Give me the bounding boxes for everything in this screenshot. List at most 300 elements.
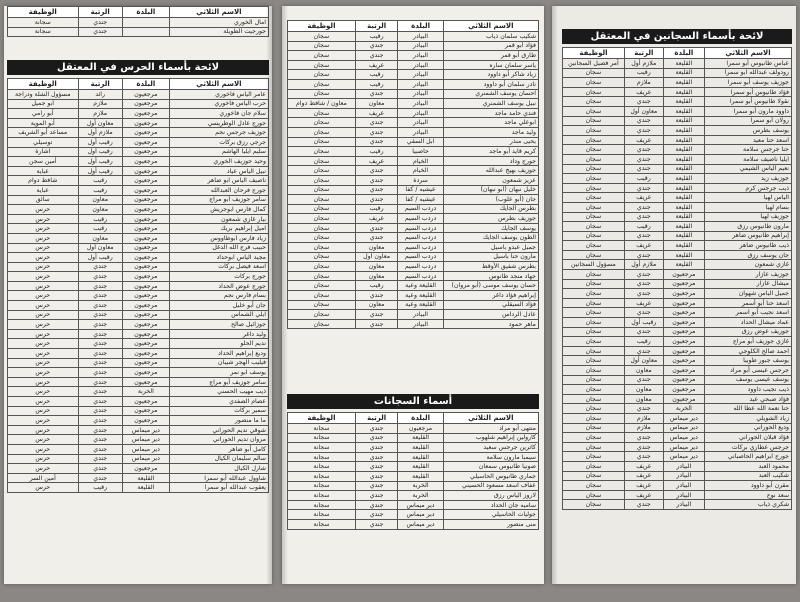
cell-job: سجان xyxy=(563,375,625,385)
cell-name: سمير بركات xyxy=(169,406,268,416)
cell-town: القليعة xyxy=(663,106,704,116)
table-row xyxy=(8,176,269,186)
cell-town: البيادر xyxy=(398,32,443,42)
cell-job: عباية xyxy=(8,185,79,195)
cell-town: مرجعيون xyxy=(122,166,169,176)
cell-town: دردب السيم xyxy=(398,204,443,214)
table-row xyxy=(8,387,269,397)
cell-town: البيادر xyxy=(398,41,443,51)
table-row xyxy=(8,224,269,234)
table-row xyxy=(288,204,539,214)
cell-name: جوزيف بطرس xyxy=(443,214,538,224)
cell-name: سالم سليمان الكيال xyxy=(169,454,268,464)
cell-job: حرس xyxy=(8,205,79,215)
table-row xyxy=(563,471,792,481)
cell-job: حرس xyxy=(8,262,79,272)
table-row xyxy=(8,444,269,454)
cell-rank: رقيب xyxy=(78,214,122,224)
cell-job: سجان xyxy=(563,231,625,241)
cell-town: دير ميماس xyxy=(398,519,443,529)
fold-crease xyxy=(266,6,272,584)
cell-rank: جندي xyxy=(78,435,122,445)
cell-job: أبو جميل xyxy=(8,99,79,109)
cell-rank: معاون xyxy=(78,233,122,243)
table-row xyxy=(8,166,269,176)
table-row xyxy=(288,271,539,281)
cell-job: توسيلي xyxy=(8,137,79,147)
column-header-town: البلدة xyxy=(398,21,443,32)
cell-job: حرس xyxy=(8,233,79,243)
cell-name: سليم ايليا الهاشم xyxy=(169,147,268,157)
panel-middle xyxy=(282,6,544,584)
cell-town: البيادر xyxy=(663,461,704,471)
table-row xyxy=(563,433,792,443)
cell-name: صونيا طانيوس سمعان xyxy=(443,462,538,472)
cell-town: مرجعيون xyxy=(122,358,169,368)
cell-name: لاروز الياس رزق xyxy=(443,491,538,501)
cell-town: القليعة xyxy=(663,126,704,136)
table-row xyxy=(563,490,792,500)
cell-rank: رقيب أول xyxy=(78,166,122,176)
cell-name: ذيب مهيب الحسني xyxy=(169,387,268,397)
cell-name: وليد ماجد xyxy=(443,127,538,137)
cell-job: اشارة xyxy=(8,147,79,157)
cell-job: حرس xyxy=(8,339,79,349)
table-row xyxy=(288,156,539,166)
table-row xyxy=(8,358,269,368)
table-row xyxy=(8,281,269,291)
cell-name: يوسف الجايك xyxy=(443,223,538,233)
table-row xyxy=(563,126,792,136)
table-row xyxy=(288,223,539,233)
cell-job: أمين سجن xyxy=(8,157,79,167)
cell-town: القليعة xyxy=(663,78,704,88)
cell-name: شاوول عبدالله أبو سمرا xyxy=(169,473,268,483)
cell-town: دردب السيم xyxy=(398,223,443,233)
column-header-job: الوظيفة xyxy=(288,413,356,424)
cell-name: جرجي رزق بركات xyxy=(169,137,268,147)
cell-name: إبراهيم طانيوس ضاهر xyxy=(704,231,791,241)
cell-town: دير ميماس xyxy=(398,510,443,520)
cell-job: سائق xyxy=(8,195,79,205)
cell-name: حسان يوسف موسى (أبو مروان) xyxy=(443,281,538,291)
cell-job: مساعد أبو الشريف xyxy=(8,128,79,138)
cell-rank: جندي xyxy=(78,27,122,37)
cell-rank: جندي xyxy=(355,137,398,147)
cell-town: دردب السيم xyxy=(398,271,443,281)
column-header-rank: الرتبة xyxy=(78,7,122,18)
cell-job: شافط دوام xyxy=(8,176,79,186)
cell-job: حرس xyxy=(8,272,79,282)
cell-name: سامر جوزيف أبو مراج xyxy=(169,195,268,205)
cell-town: مرجعيون xyxy=(663,318,704,328)
cell-name: عزيز شمعون xyxy=(443,175,538,185)
cell-town: دير ميماس xyxy=(663,423,704,433)
cell-job: أبو الموية xyxy=(8,118,79,128)
table-row xyxy=(563,481,792,491)
cell-name: بطرس الجايك xyxy=(443,204,538,214)
cell-town: دير ميماس xyxy=(122,444,169,454)
table-row xyxy=(563,394,792,404)
table-row xyxy=(8,397,269,407)
cell-rank: جندي xyxy=(78,464,122,474)
cell-town: دير ميماس xyxy=(122,425,169,435)
cell-name: نعيم الياس الشيمي xyxy=(704,164,791,174)
cell-town: مرجعيون xyxy=(122,291,169,301)
cell-rank: ملازم أول xyxy=(624,59,663,69)
cell-town: عيشيه / كفا xyxy=(398,195,443,205)
cell-name: جان يوسف رزق xyxy=(704,250,791,260)
header-row xyxy=(288,21,539,32)
cell-town: حاصبيا xyxy=(398,147,443,157)
cell-job: حرس xyxy=(8,377,79,387)
table-row xyxy=(563,366,792,376)
table-row xyxy=(563,193,792,203)
cell-rank: جندي xyxy=(78,377,122,387)
cell-rank: جندي xyxy=(624,231,663,241)
cell-name: يعقوب عبدالله أبو سمرا xyxy=(169,483,268,493)
cell-job: سجانة xyxy=(288,491,356,501)
cell-rank: رقيب أول xyxy=(624,318,663,328)
cell-name: جوزيف لهيا xyxy=(704,212,791,222)
cell-rank: جندي xyxy=(624,442,663,452)
cell-name: مارون طانيوس رزق xyxy=(704,222,791,232)
cell-name: سعد نوح xyxy=(704,490,791,500)
cell-job: حرس xyxy=(8,310,79,320)
cell-job: سجان xyxy=(563,346,625,356)
cell-job: سجان xyxy=(288,271,356,281)
cell-rank: جندي xyxy=(355,118,398,128)
cell-rank: جندي xyxy=(624,164,663,174)
table-row xyxy=(8,416,269,426)
table-row xyxy=(288,310,539,320)
table-row xyxy=(288,443,539,453)
table-row xyxy=(8,406,269,416)
column-header-name: الاسم الثلاثي xyxy=(443,21,538,32)
table-row xyxy=(563,231,792,241)
cell-name: فيليب الهجر شيبان xyxy=(169,358,268,368)
cell-name: جورجيت الطويلة xyxy=(169,27,268,37)
cell-name: جميل الياس شهوان xyxy=(704,289,791,299)
cell-job: حرس xyxy=(8,301,79,311)
cell-job: حرس xyxy=(8,435,79,445)
cell-name: جورج عوض الحداد xyxy=(169,281,268,291)
table-row xyxy=(288,500,539,510)
cell-job: معاون / شافط دوام xyxy=(288,99,356,109)
cell-rank: رقيب xyxy=(355,70,398,80)
table-row xyxy=(288,41,539,51)
cell-job: حرس xyxy=(8,253,79,263)
cell-town: البيادر xyxy=(398,79,443,89)
cell-job: سجان xyxy=(563,212,625,222)
cell-rank: رقيب xyxy=(78,224,122,234)
cell-name: شكيب سلمان ذياب xyxy=(443,32,538,42)
cell-rank: جندي xyxy=(78,473,122,483)
table-row xyxy=(563,145,792,155)
cell-job: سجان xyxy=(563,193,625,203)
guards-title: لائحة بأسماء الحرس في المعتقل xyxy=(7,60,269,75)
cell-name: جورج فرحان العبدالله xyxy=(169,185,268,195)
column-header-job: الوظيفة xyxy=(8,7,79,18)
cell-job: سجان xyxy=(288,41,356,51)
cell-name: امال الخوري xyxy=(169,18,268,28)
cell-rank: جندي xyxy=(78,425,122,435)
cell-job: سجان xyxy=(563,337,625,347)
table-row xyxy=(563,318,792,328)
table-row xyxy=(8,205,269,215)
cell-town: مرجعيون xyxy=(663,337,704,347)
table-row xyxy=(563,97,792,107)
cell-rank: رقيب xyxy=(355,204,398,214)
cell-job: سجان xyxy=(563,174,625,184)
cell-rank: جندي xyxy=(355,510,398,520)
cell-rank: معاون أول xyxy=(624,106,663,116)
cell-name: ذيب نجيب داوود xyxy=(704,385,791,395)
cell-job: سجان xyxy=(288,70,356,80)
cell-town: مرجعيون xyxy=(122,157,169,167)
cell-job: سجان xyxy=(563,327,625,337)
cell-rank: رقيب xyxy=(78,185,122,195)
cell-rank: جندي xyxy=(624,183,663,193)
cell-town: القليعة وعية xyxy=(398,281,443,291)
cell-name: حبيب فرج الله الدغل xyxy=(169,243,268,253)
cell-job: سجان xyxy=(563,404,625,414)
table-row xyxy=(8,18,269,28)
cell-job: حرس xyxy=(8,425,79,435)
table-row xyxy=(288,300,539,310)
table-row xyxy=(563,241,792,251)
cell-job: حرس xyxy=(8,243,79,253)
jailers-title: لائحة بأسماء السجانين في المعتقل xyxy=(562,29,792,44)
cell-name: وديع إبراهيم الحداد xyxy=(169,349,268,359)
cell-job: سجان xyxy=(563,202,625,212)
cell-rank: معاون xyxy=(78,195,122,205)
cell-name: كاترين جرجس سعيد xyxy=(443,443,538,453)
cell-town: ابل السقي xyxy=(398,137,443,147)
cell-job: حرس xyxy=(8,214,79,224)
cell-rank: جندي xyxy=(355,452,398,462)
table-row xyxy=(288,89,539,99)
cell-town: القليعة xyxy=(663,212,704,222)
table-row xyxy=(563,116,792,126)
cell-job: سجان xyxy=(563,413,625,423)
table-row xyxy=(288,166,539,176)
cell-town: مرجعيون xyxy=(122,137,169,147)
cell-rank: جندي xyxy=(355,233,398,243)
column-header-rank: الرتبة xyxy=(355,21,398,32)
cell-town: القليعة xyxy=(663,59,704,69)
cell-job: سجان xyxy=(563,126,625,136)
cell-name: نقولا طانيوس أبو سمرا xyxy=(704,97,791,107)
cell-town: مرجعيون xyxy=(398,424,443,434)
cell-town: القليعة xyxy=(663,241,704,251)
cell-town: مرجعيون xyxy=(122,397,169,407)
cell-rank: جندي xyxy=(78,339,122,349)
cell-name: ماهر حمود xyxy=(443,319,538,329)
cell-job: حرس xyxy=(8,224,79,234)
cell-rank: جندي xyxy=(624,500,663,510)
cell-rank: عريف xyxy=(355,60,398,70)
cell-rank: عريف xyxy=(624,461,663,471)
table-row xyxy=(288,32,539,42)
cell-town: مرجعيون xyxy=(122,368,169,378)
cell-rank: جندي xyxy=(355,433,398,443)
table-row xyxy=(8,483,269,493)
column-header-town: البلدة xyxy=(122,79,169,90)
cell-rank: جندي xyxy=(624,433,663,443)
cell-town xyxy=(122,27,169,37)
table-row xyxy=(288,281,539,291)
cell-rank: جندي xyxy=(78,444,122,454)
table-row xyxy=(563,404,792,414)
cell-town: مرجعيون xyxy=(663,394,704,404)
table-row xyxy=(563,154,792,164)
cell-job: سجان xyxy=(288,281,356,291)
table-row xyxy=(563,385,792,395)
table-row xyxy=(563,500,792,510)
cell-rank: جندي xyxy=(78,416,122,426)
cell-name: عفاف اسعد مسعود الحسيني xyxy=(443,481,538,491)
cell-rank: ملازم xyxy=(624,413,663,423)
table-row xyxy=(8,368,269,378)
cell-town: القليعة xyxy=(398,443,443,453)
column-header-rank: الرتبة xyxy=(624,48,663,59)
cell-rank: جندي xyxy=(624,126,663,136)
cell-rank: جندي xyxy=(624,279,663,289)
cell-name: داوود مارون أبو سمرا xyxy=(704,106,791,116)
table-row xyxy=(288,127,539,137)
cell-rank: معاون xyxy=(355,99,398,109)
cell-town: دير ميماس xyxy=(663,452,704,462)
cell-town: القليعة xyxy=(398,462,443,472)
cell-rank: معاون أول xyxy=(624,356,663,366)
table-row xyxy=(563,78,792,88)
cell-rank: عريف xyxy=(624,193,663,203)
cell-town: القليعة xyxy=(663,97,704,107)
column-header-town: البلدة xyxy=(122,7,169,18)
cell-job: سجانة xyxy=(288,452,356,462)
table-row xyxy=(8,243,269,253)
table-row xyxy=(8,262,269,272)
cell-job: عباية xyxy=(8,166,79,176)
table-row xyxy=(288,233,539,243)
cell-town: الخربة xyxy=(122,387,169,397)
cell-name: كامل أبو ضاهر xyxy=(169,444,268,454)
cell-name: بسام فارس نجم xyxy=(169,291,268,301)
cell-job: سجان xyxy=(288,156,356,166)
cell-town: القليعة xyxy=(663,174,704,184)
cell-name: حرب الياس فاخوري xyxy=(169,99,268,109)
cell-town: القليعة xyxy=(122,473,169,483)
cell-town xyxy=(122,18,169,28)
cell-job: سجان xyxy=(563,394,625,404)
cell-town: مرجعيون xyxy=(122,185,169,195)
continuation-table xyxy=(7,6,269,37)
cell-rank: جندي xyxy=(355,223,398,233)
cell-name: ذيب جرجس كرم xyxy=(704,183,791,193)
cell-job: سجان xyxy=(563,97,625,107)
cell-job: سجان xyxy=(563,471,625,481)
cell-job: حرس xyxy=(8,387,79,397)
cell-town: مرجعيون xyxy=(122,205,169,215)
cell-name: جان (أبو علوب) xyxy=(443,195,538,205)
jailers-section xyxy=(562,26,792,510)
cell-town: البيادر xyxy=(398,310,443,320)
cell-town: مرجعيون xyxy=(122,214,169,224)
cell-job: حرس xyxy=(8,454,79,464)
cell-name: طارق أبو قمر xyxy=(443,51,538,61)
cell-rank: جندي xyxy=(78,281,122,291)
table-row xyxy=(8,109,269,119)
table-row xyxy=(563,202,792,212)
cell-job: سجان xyxy=(563,308,625,318)
cell-town: مرجعيون xyxy=(122,176,169,186)
cell-job: سجان xyxy=(563,183,625,193)
table-row xyxy=(563,413,792,423)
cell-job: سجان xyxy=(288,262,356,272)
table-row xyxy=(288,319,539,329)
cell-rank: جندي xyxy=(78,272,122,282)
column-header-rank: الرتبة xyxy=(78,79,122,90)
cell-town: مرجعيون xyxy=(663,279,704,289)
table-row xyxy=(563,164,792,174)
table-row xyxy=(8,454,269,464)
cell-rank: جندي xyxy=(355,500,398,510)
cell-rank: جندي xyxy=(624,327,663,337)
table-row xyxy=(563,270,792,280)
cell-job: حرس xyxy=(8,416,79,426)
cell-rank: جندي xyxy=(78,320,122,330)
table-row xyxy=(563,222,792,232)
cell-job: سجان xyxy=(288,51,356,61)
table-row xyxy=(288,424,539,434)
cell-job: سجان xyxy=(288,79,356,89)
cell-town: مرجعيون xyxy=(122,147,169,157)
cell-job: سجان xyxy=(288,127,356,137)
table-row xyxy=(8,99,269,109)
cell-name: احمد صالح الكلوجي xyxy=(704,346,791,356)
cell-town: مرجعيون xyxy=(122,281,169,291)
cell-name: يوسف جبور طوبيا xyxy=(704,356,791,366)
cell-name: رولان أبو سمرا xyxy=(704,116,791,126)
table-row xyxy=(288,79,539,89)
cell-name: بطرس شفيق الأوقط xyxy=(443,262,538,272)
cell-rank: جندي xyxy=(78,310,122,320)
cell-name: جهاد منجد طانوس xyxy=(443,271,538,281)
table-row xyxy=(563,106,792,116)
cell-rank: جندي xyxy=(355,51,398,61)
cell-name: جورج بركات xyxy=(169,272,268,282)
cell-rank: جندي xyxy=(624,308,663,318)
cell-name: منتهى أبو مراد xyxy=(443,424,538,434)
cell-job: سجان xyxy=(288,223,356,233)
cell-job: سجانة xyxy=(8,18,79,28)
cell-town: دير ميماس xyxy=(663,433,704,443)
table-row xyxy=(8,147,269,157)
cell-town: البيادر xyxy=(663,500,704,510)
cell-job: سجان xyxy=(563,298,625,308)
cell-name: شكري ذياب xyxy=(704,500,791,510)
table-row xyxy=(288,51,539,61)
table-row xyxy=(288,433,539,443)
cell-rank: رقيب xyxy=(355,79,398,89)
cell-job: سجان xyxy=(288,89,356,99)
cell-rank: جندي xyxy=(624,250,663,260)
cell-job: سجانة xyxy=(288,462,356,472)
cell-job: حرس xyxy=(8,464,79,474)
cell-name: شوقي نديم الحوراني xyxy=(169,425,268,435)
table-row xyxy=(288,147,539,157)
